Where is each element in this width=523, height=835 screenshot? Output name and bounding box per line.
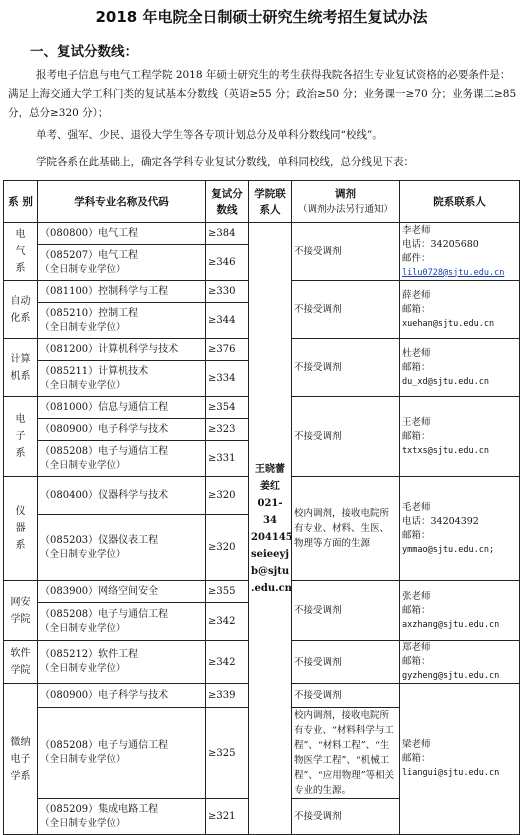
dept-contact-line: 李老师 xyxy=(402,224,431,236)
dept-contact-line: 邮箱： xyxy=(402,303,431,315)
section-heading-score-line: 一、复试分数线： xyxy=(30,44,138,60)
major-cell xyxy=(38,339,206,361)
major-degree-type: （全日制专业学位） xyxy=(40,817,126,829)
dept-name-line: 机系 xyxy=(10,370,31,382)
header-adjust-title: 调剂 xyxy=(335,187,356,200)
dept-contact-email[interactable]: gyzheng@sjtu.edu.cn xyxy=(402,671,500,681)
dept-contact-line: 邮箱： xyxy=(402,753,431,764)
major-name: （081000）信息与通信工程 xyxy=(40,401,169,413)
adjustment-cell: 校内调剂，接收电院所有专业、材料、生医、物理等方面的生源 xyxy=(292,477,400,581)
dept-name-line: 自动 xyxy=(10,295,31,307)
adjustment-cell: 不接受调剂 xyxy=(292,281,400,339)
dept-name-line: 微纳 xyxy=(10,736,31,748)
score-cell: ≥320 xyxy=(206,515,249,581)
dept-name-line: 电 xyxy=(15,229,26,240)
score-line-table xyxy=(3,180,520,835)
dept-contact-line: 郑老师 xyxy=(402,642,431,653)
major-cell xyxy=(38,397,206,419)
dept-name-line: 软件 xyxy=(10,648,31,659)
header-major: 学科专业名称及代码 xyxy=(38,181,206,223)
score-cell: ≥354 xyxy=(206,397,249,419)
header-score: 复试分数线 xyxy=(206,181,249,223)
major-degree-type: （全日制专业学位） xyxy=(40,379,126,391)
score-cell: ≥384 xyxy=(206,223,249,245)
college-contact-cell xyxy=(249,223,292,835)
table-header-row xyxy=(4,181,520,223)
dept-contact-cell xyxy=(400,581,520,641)
header-adjust xyxy=(292,181,400,223)
major-name: （083900）网络空间安全 xyxy=(40,585,159,597)
dept-name-line: 电子 xyxy=(10,753,31,765)
score-cell: ≥342 xyxy=(206,641,249,684)
adjustment-cell: 不接受调剂 xyxy=(292,339,400,397)
major-name: （080800）电气工程 xyxy=(40,227,139,239)
table-body xyxy=(4,223,520,835)
dept-name-line: 学院 xyxy=(10,665,31,676)
dept-name-cell xyxy=(4,339,38,397)
college-contact-line: 204145 xyxy=(251,531,293,543)
dept-contact-email[interactable]: lilu0728@sjtu.edu.cn xyxy=(402,267,505,278)
score-cell: ≥321 xyxy=(206,799,249,835)
dept-contact-cell xyxy=(400,223,520,281)
major-cell xyxy=(38,361,206,397)
major-name: （080900）电子科学与技术 xyxy=(40,689,169,701)
adjustment-cell: 不接受调剂 xyxy=(292,684,400,708)
score-cell: ≥331 xyxy=(206,441,249,477)
dept-name-line: 学系 xyxy=(10,770,31,782)
dept-name-line: 电 xyxy=(15,414,26,425)
major-cell xyxy=(38,477,206,515)
dept-contact-cell xyxy=(400,641,520,684)
dept-contact-cell xyxy=(400,281,520,339)
score-cell: ≥342 xyxy=(206,603,249,641)
major-degree-type: （全日制专业学位） xyxy=(40,263,126,275)
major-cell xyxy=(38,303,206,339)
major-degree-type: （全日制专业学位） xyxy=(40,663,126,674)
dept-contact-email[interactable]: xuehan@sjtu.edu.cn xyxy=(402,318,495,329)
major-cell xyxy=(38,245,206,281)
dept-contact-line: 邮箱： xyxy=(402,604,431,616)
adjustment-cell: 不接受调剂 xyxy=(292,223,400,281)
dept-name-cell xyxy=(4,281,38,339)
college-contact-line: seieeyj xyxy=(251,548,289,560)
adjustment-cell: 不接受调剂 xyxy=(292,641,400,684)
adjustment-cell: 不接受调剂 xyxy=(292,581,400,641)
major-cell xyxy=(38,684,206,708)
dept-contact-line: 张老师 xyxy=(402,590,431,602)
major-cell xyxy=(38,281,206,303)
dept-contact-cell xyxy=(400,477,520,581)
major-cell xyxy=(38,581,206,603)
dept-name-line: 系 xyxy=(15,540,26,551)
score-cell: ≥320 xyxy=(206,477,249,515)
dept-contact-line: 梁老师 xyxy=(402,739,431,750)
dept-name-cell xyxy=(4,684,38,835)
college-contact-line: .edu.cn xyxy=(251,582,292,594)
dept-contact-email[interactable]: liangui@sjtu.edu.cn xyxy=(402,768,500,778)
college-contact-line: 021-34 xyxy=(257,497,283,526)
dept-contact-line: 杜老师 xyxy=(402,347,431,359)
major-cell xyxy=(38,603,206,641)
dept-contact-email[interactable]: txtxs@sjtu.edu.cn xyxy=(402,445,489,456)
major-name: （085208）电子与通信工程 xyxy=(40,608,169,620)
dept-name-cell xyxy=(4,397,38,477)
college-contact-line: 王晓蕾 xyxy=(255,463,285,475)
major-cell xyxy=(38,708,206,799)
dept-name-line: 子 xyxy=(15,431,26,442)
dept-contact-cell xyxy=(400,684,520,835)
adjustment-cell: 不接受调剂 xyxy=(292,397,400,477)
score-cell: ≥330 xyxy=(206,281,249,303)
major-name: （081200）计算机科学与技术 xyxy=(40,343,179,355)
major-name: （085203）仪器仪表工程 xyxy=(40,534,159,546)
major-name: （085207）电气工程 xyxy=(40,249,139,261)
score-cell: ≥334 xyxy=(206,361,249,397)
dept-contact-line: 电话：34204392 xyxy=(402,515,479,527)
major-cell xyxy=(38,441,206,477)
score-cell: ≥325 xyxy=(206,708,249,799)
dept-name-cell xyxy=(4,581,38,641)
paragraph-special-plans: 单考、强军、少民、退役大学生等各专项计划总分及单科分数线同“校线”。 xyxy=(36,129,383,141)
dept-name-line: 化系 xyxy=(10,312,31,324)
header-dept: 系 别 xyxy=(4,181,38,223)
dept-contact-line: 毛老师 xyxy=(402,501,431,513)
major-degree-type: （全日制专业学位） xyxy=(40,622,126,634)
major-cell xyxy=(38,223,206,245)
major-cell xyxy=(38,419,206,441)
paragraph-requirements: 报考电子信息与电气工程学院 2018 年硕士研究生的考生获得我院各招生专业复试资格的必要条件是：满足上海交通大学工科门类的复试基本分数线（英语≥55 分；政治≥50 分；业务课一≥70 分；业务课二≥85 分，总分≥320 分）； xyxy=(8,69,517,119)
major-degree-type: （全日制专业学位） xyxy=(40,754,126,765)
table-row xyxy=(4,223,520,245)
adjustment-cell: 不接受调剂 xyxy=(292,799,400,835)
score-cell: ≥344 xyxy=(206,303,249,339)
header-person: 院系联系人 xyxy=(400,181,520,223)
major-name: （085208）电子与通信工程 xyxy=(40,445,169,457)
major-name: （085210）控制工程 xyxy=(40,307,139,319)
dept-contact-cell xyxy=(400,397,520,477)
major-name: （085209）集成电路工程 xyxy=(40,803,159,815)
score-cell: ≥376 xyxy=(206,339,249,361)
dept-name-line: 气 xyxy=(15,246,26,257)
dept-name-cell xyxy=(4,223,38,281)
header-contact: 学院联系人 xyxy=(249,181,292,223)
score-cell: ≥323 xyxy=(206,419,249,441)
dept-contact-email[interactable]: ymmao@sjtu.edu.cn; xyxy=(402,544,495,555)
major-degree-type: （全日制专业学位） xyxy=(40,548,126,560)
major-degree-type: （全日制专业学位） xyxy=(40,321,126,333)
dept-name-line: 系 xyxy=(15,448,26,459)
score-cell: ≥346 xyxy=(206,245,249,281)
score-cell: ≥355 xyxy=(206,581,249,603)
major-name: （080900）电子科学与技术 xyxy=(40,423,169,435)
major-name: （085211）计算机技术 xyxy=(40,365,149,377)
major-name: （081100）控制科学与工程 xyxy=(40,285,169,297)
major-name: （085212）软件工程 xyxy=(40,649,139,660)
college-contact-line: 姜红 xyxy=(260,480,280,492)
dept-name-line: 系 xyxy=(15,263,26,274)
major-name: （080400）仪器科学与技术 xyxy=(40,489,169,501)
score-cell: ≥339 xyxy=(206,684,249,708)
dept-name-line: 仪 xyxy=(15,506,26,517)
dept-name-line: 学院 xyxy=(10,613,31,625)
major-cell xyxy=(38,515,206,581)
page-title: 2018 年电院全日制硕士研究生统考招生复试办法 xyxy=(95,8,428,26)
dept-contact-email[interactable]: axzhang@sjtu.edu.cn xyxy=(402,619,500,630)
dept-name-line: 网安 xyxy=(10,596,31,608)
dept-name-cell xyxy=(4,477,38,581)
major-cell xyxy=(38,641,206,684)
paragraph-table-intro: 学院各系在此基础上，确定各学科专业复试分数线，单科同校线，总分线见下表： xyxy=(36,156,414,168)
major-degree-type: （全日制专业学位） xyxy=(40,459,126,471)
college-contact-line: b@sjtu xyxy=(251,565,290,577)
dept-contact-line: 邮箱： xyxy=(402,361,431,373)
dept-contact-line: 邮箱： xyxy=(402,656,431,667)
dept-contact-email[interactable]: du_xd@sjtu.edu.cn xyxy=(402,376,489,387)
dept-contact-line: 王老师 xyxy=(402,416,431,428)
major-name: （085208）电子与通信工程 xyxy=(40,740,169,751)
dept-name-line: 计算 xyxy=(10,353,31,365)
dept-contact-line: 薛老师 xyxy=(402,289,431,301)
dept-contact-line: 邮箱： xyxy=(402,430,431,442)
dept-contact-line: 电话：34205680 xyxy=(402,238,479,250)
dept-contact-line: 邮件： xyxy=(402,252,431,264)
dept-contact-line: 邮箱： xyxy=(402,529,431,541)
dept-contact-cell xyxy=(400,339,520,397)
dept-name-cell xyxy=(4,641,38,684)
dept-name-line: 器 xyxy=(15,523,26,534)
adjustment-cell: 校内调剂，接收电院所有专业、“材料科学与工程”、“材料工程”、“生物医学工程”、“机械工程”、“应用物理”等相关专业的生源。 xyxy=(292,708,400,799)
header-adjust-note: （调剂办法另行通知） xyxy=(297,203,393,215)
